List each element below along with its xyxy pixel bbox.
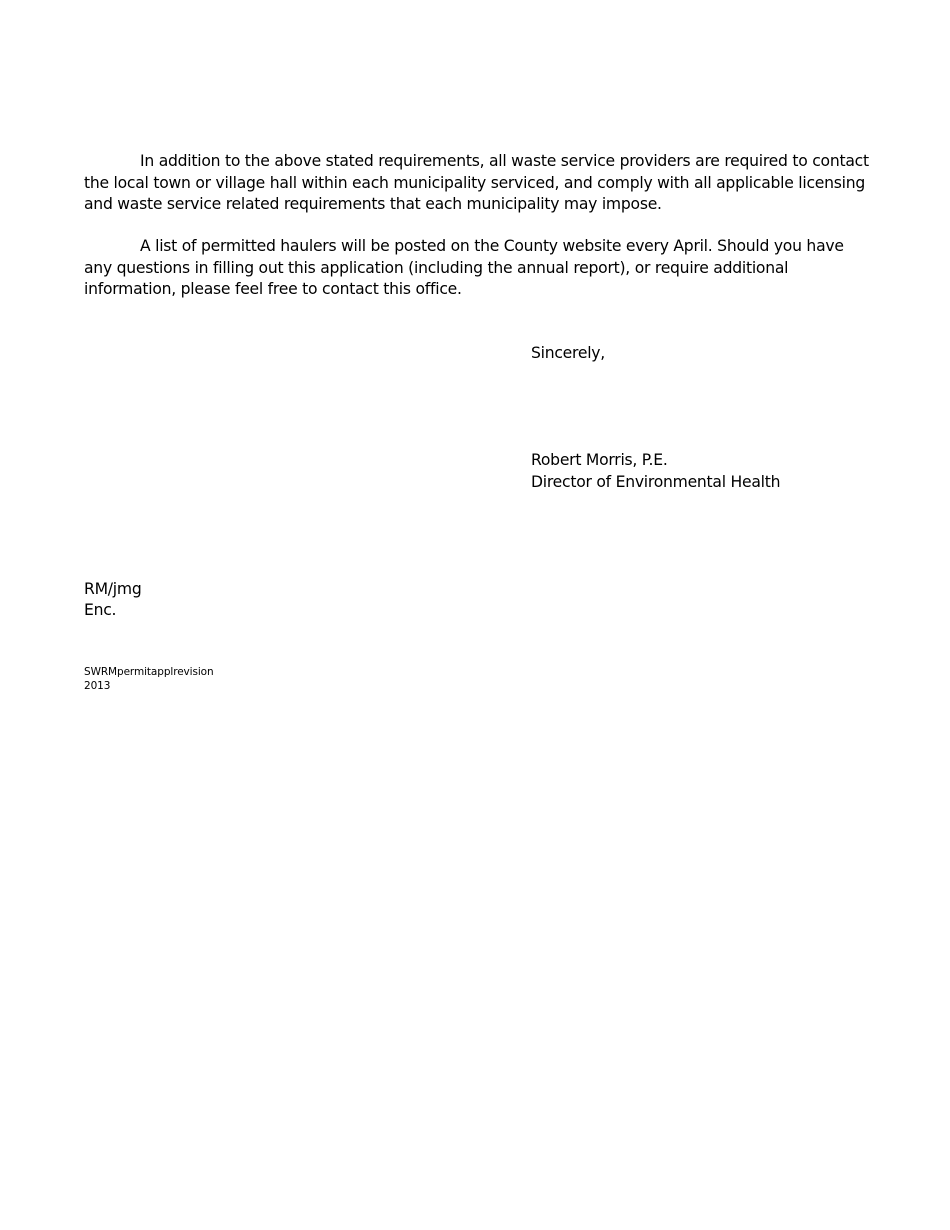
closing-salutation: Sincerely, [531,344,605,362]
enclosure-notation: Enc. [84,601,117,619]
paragraph-line: A list of permitted haulers will be posted on the County website every April. Should you have [140,237,844,255]
footer-file-code: SWRMpermitapplrevision [84,666,214,678]
paragraph-line: the local town or village hall within each municipality serviced, and comply with all applicable licensing [84,173,866,192]
paragraph-line: In addition to the above stated requirements, all waste service providers are required to contact [140,152,869,170]
body-paragraph-haulers-list [84,236,874,301]
signer-name: Robert Morris, P.E. [531,451,668,469]
signer-title: Director of Environmental Health [531,473,781,491]
paragraph-line: information, please feel free to contact this office. [84,280,462,298]
footer-year: 2013 [84,680,111,692]
paragraph-line: any questions in filling out this application (including the annual report), or require additional [84,258,789,277]
reference-initials: RM/jmg [84,580,142,598]
body-paragraph-requirements [84,151,874,216]
paragraph-line: and waste service related requirements that each municipality may impose. [84,195,662,213]
